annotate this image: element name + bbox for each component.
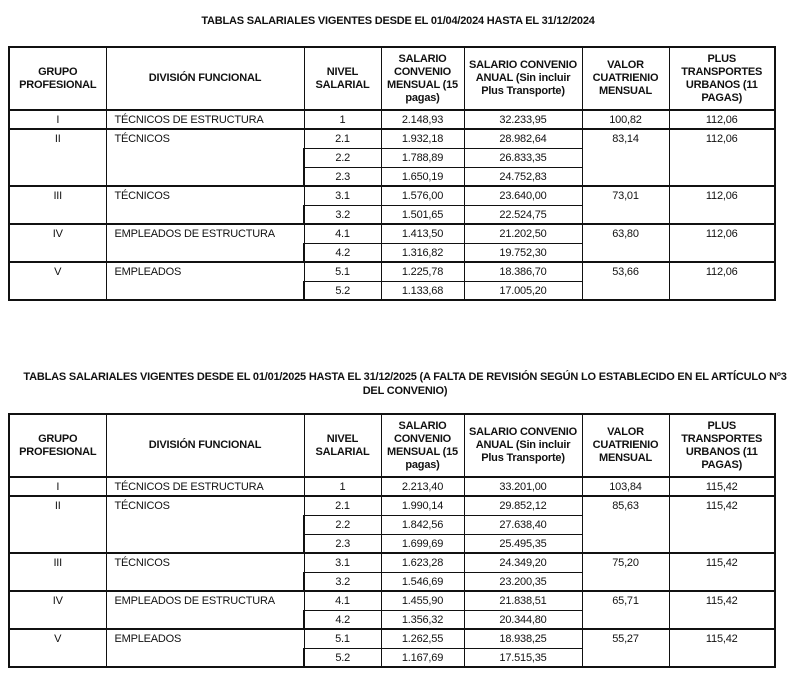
column-header-mensual: SALARIO CONVENIO MENSUAL (15 pagas) [381, 47, 464, 110]
table-row [9, 629, 775, 648]
cuatrienio-cell: 55,27 [582, 629, 669, 667]
nivel-cell: 2.3 [304, 167, 381, 186]
nivel-cell: 1 [304, 477, 381, 496]
column-header-anual: SALARIO CONVENIO ANUAL (Sin incluir Plus Transporte) [464, 414, 582, 477]
anual-cell: 25.495,35 [464, 534, 582, 553]
nivel-cell: 3.2 [304, 205, 381, 224]
column-header-plus: PLUS TRANSPORTES URBANOS (11 PAGAS) [669, 47, 775, 110]
column-header-grupo: GRUPO PROFESIONAL [9, 414, 106, 477]
mensual-cell: 1.546,69 [381, 572, 464, 591]
plus-cell: 112,06 [669, 186, 775, 224]
anual-cell: 28.982,64 [464, 129, 582, 148]
table-row [9, 591, 775, 610]
division-cell: TÉCNICOS [106, 553, 304, 591]
table-row [9, 224, 775, 243]
anual-cell: 33.201,00 [464, 477, 582, 496]
salary-table-2024 [8, 46, 776, 301]
division-cell: TÉCNICOS [106, 129, 304, 186]
cuatrienio-cell: 73,01 [582, 186, 669, 224]
table-title-2025: TABLAS SALARIALES VIGENTES DESDE EL 01/01/2025 HASTA EL 31/12/2025 (A FALTA DE REVISIÓN SEGÚN LO ESTABLECIDO EN EL ARTÍCULO Nº3 DEL CONVENIO) [23, 371, 787, 397]
cuatrienio-cell: 63,80 [582, 224, 669, 262]
nivel-cell: 4.2 [304, 610, 381, 629]
mensual-cell: 1.356,32 [381, 610, 464, 629]
mensual-cell: 1.413,50 [381, 224, 464, 243]
plus-cell: 115,42 [669, 629, 775, 667]
grupo-cell: I [9, 477, 106, 496]
cuatrienio-cell: 85,63 [582, 496, 669, 553]
mensual-cell: 1.842,56 [381, 515, 464, 534]
division-cell: TÉCNICOS DE ESTRUCTURA [106, 110, 304, 129]
table-row [9, 186, 775, 205]
column-header-division: DIVISIÓN FUNCIONAL [106, 47, 304, 110]
nivel-cell: 2.1 [304, 129, 381, 148]
grupo-cell: II [9, 496, 106, 553]
nivel-cell: 5.2 [304, 281, 381, 300]
column-header-mensual: SALARIO CONVENIO MENSUAL (15 pagas) [381, 414, 464, 477]
plus-cell: 115,42 [669, 591, 775, 629]
mensual-cell: 2.213,40 [381, 477, 464, 496]
nivel-cell: 5.2 [304, 648, 381, 667]
anual-cell: 17.005,20 [464, 281, 582, 300]
mensual-cell: 1.788,89 [381, 148, 464, 167]
anual-cell: 32.233,95 [464, 110, 582, 129]
anual-cell: 20.344,80 [464, 610, 582, 629]
nivel-cell: 1 [304, 110, 381, 129]
table-row [9, 129, 775, 148]
anual-cell: 27.638,40 [464, 515, 582, 534]
table-row [9, 553, 775, 572]
column-header-cuatrienio: VALOR CUATRIENIO MENSUAL [582, 47, 669, 110]
column-header-cuatrienio: VALOR CUATRIENIO MENSUAL [582, 414, 669, 477]
anual-cell: 19.752,30 [464, 243, 582, 262]
grupo-cell: II [9, 129, 106, 186]
plus-cell: 112,06 [669, 110, 775, 129]
table-row [9, 496, 775, 515]
division-cell: TÉCNICOS [106, 186, 304, 224]
nivel-cell: 3.2 [304, 572, 381, 591]
grupo-cell: V [9, 262, 106, 300]
column-header-anual: SALARIO CONVENIO ANUAL (Sin incluir Plus Transporte) [464, 47, 582, 110]
mensual-cell: 1.699,69 [381, 534, 464, 553]
anual-cell: 23.200,35 [464, 572, 582, 591]
mensual-cell: 1.225,78 [381, 262, 464, 281]
grupo-cell: III [9, 186, 106, 224]
table-title-2024: TABLAS SALARIALES VIGENTES DESDE EL 01/04/2024 HASTA EL 31/12/2024 [201, 15, 595, 27]
nivel-cell: 2.1 [304, 496, 381, 515]
division-cell: EMPLEADOS [106, 262, 304, 300]
anual-cell: 24.752,83 [464, 167, 582, 186]
header-row [9, 47, 775, 110]
nivel-cell: 5.1 [304, 629, 381, 648]
anual-cell: 22.524,75 [464, 205, 582, 224]
grupo-cell: IV [9, 591, 106, 629]
nivel-cell: 3.1 [304, 553, 381, 572]
anual-cell: 24.349,20 [464, 553, 582, 572]
plus-cell: 112,06 [669, 129, 775, 186]
plus-cell: 115,42 [669, 477, 775, 496]
mensual-cell: 1.990,14 [381, 496, 464, 515]
division-cell: EMPLEADOS DE ESTRUCTURA [106, 591, 304, 629]
grupo-cell: IV [9, 224, 106, 262]
nivel-cell: 4.1 [304, 224, 381, 243]
nivel-cell: 2.2 [304, 515, 381, 534]
cuatrienio-cell: 83,14 [582, 129, 669, 186]
plus-cell: 115,42 [669, 496, 775, 553]
mensual-cell: 1.623,28 [381, 553, 464, 572]
column-header-nivel: NIVEL SALARIAL [304, 414, 381, 477]
division-cell: TÉCNICOS [106, 496, 304, 553]
anual-cell: 29.852,12 [464, 496, 582, 515]
anual-cell: 23.640,00 [464, 186, 582, 205]
nivel-cell: 2.2 [304, 148, 381, 167]
nivel-cell: 5.1 [304, 262, 381, 281]
mensual-cell: 1.133,68 [381, 281, 464, 300]
mensual-cell: 1.167,69 [381, 648, 464, 667]
plus-cell: 115,42 [669, 553, 775, 591]
anual-cell: 21.202,50 [464, 224, 582, 243]
division-cell: TÉCNICOS DE ESTRUCTURA [106, 477, 304, 496]
column-header-nivel: NIVEL SALARIAL [304, 47, 381, 110]
table-row [9, 110, 775, 129]
nivel-cell: 3.1 [304, 186, 381, 205]
grupo-cell: I [9, 110, 106, 129]
salary-table-2025 [8, 413, 776, 668]
mensual-cell: 1.316,82 [381, 243, 464, 262]
mensual-cell: 1.262,55 [381, 629, 464, 648]
grupo-cell: V [9, 629, 106, 667]
column-header-grupo: GRUPO PROFESIONAL [9, 47, 106, 110]
grupo-cell: III [9, 553, 106, 591]
column-header-plus: PLUS TRANSPORTES URBANOS (11 PAGAS) [669, 414, 775, 477]
mensual-cell: 2.148,93 [381, 110, 464, 129]
cuatrienio-cell: 103,84 [582, 477, 669, 496]
cuatrienio-cell: 75,20 [582, 553, 669, 591]
anual-cell: 26.833,35 [464, 148, 582, 167]
cuatrienio-cell: 65,71 [582, 591, 669, 629]
mensual-cell: 1.501,65 [381, 205, 464, 224]
nivel-cell: 4.2 [304, 243, 381, 262]
anual-cell: 21.838,51 [464, 591, 582, 610]
plus-cell: 112,06 [669, 224, 775, 262]
nivel-cell: 2.3 [304, 534, 381, 553]
mensual-cell: 1.455,90 [381, 591, 464, 610]
anual-cell: 17.515,35 [464, 648, 582, 667]
table-row [9, 477, 775, 496]
header-row [9, 414, 775, 477]
mensual-cell: 1.932,18 [381, 129, 464, 148]
nivel-cell: 4.1 [304, 591, 381, 610]
mensual-cell: 1.576,00 [381, 186, 464, 205]
cuatrienio-cell: 100,82 [582, 110, 669, 129]
mensual-cell: 1.650,19 [381, 167, 464, 186]
plus-cell: 112,06 [669, 262, 775, 300]
table-row [9, 262, 775, 281]
anual-cell: 18.938,25 [464, 629, 582, 648]
column-header-division: DIVISIÓN FUNCIONAL [106, 414, 304, 477]
division-cell: EMPLEADOS DE ESTRUCTURA [106, 224, 304, 262]
division-cell: EMPLEADOS [106, 629, 304, 667]
anual-cell: 18.386,70 [464, 262, 582, 281]
cuatrienio-cell: 53,66 [582, 262, 669, 300]
